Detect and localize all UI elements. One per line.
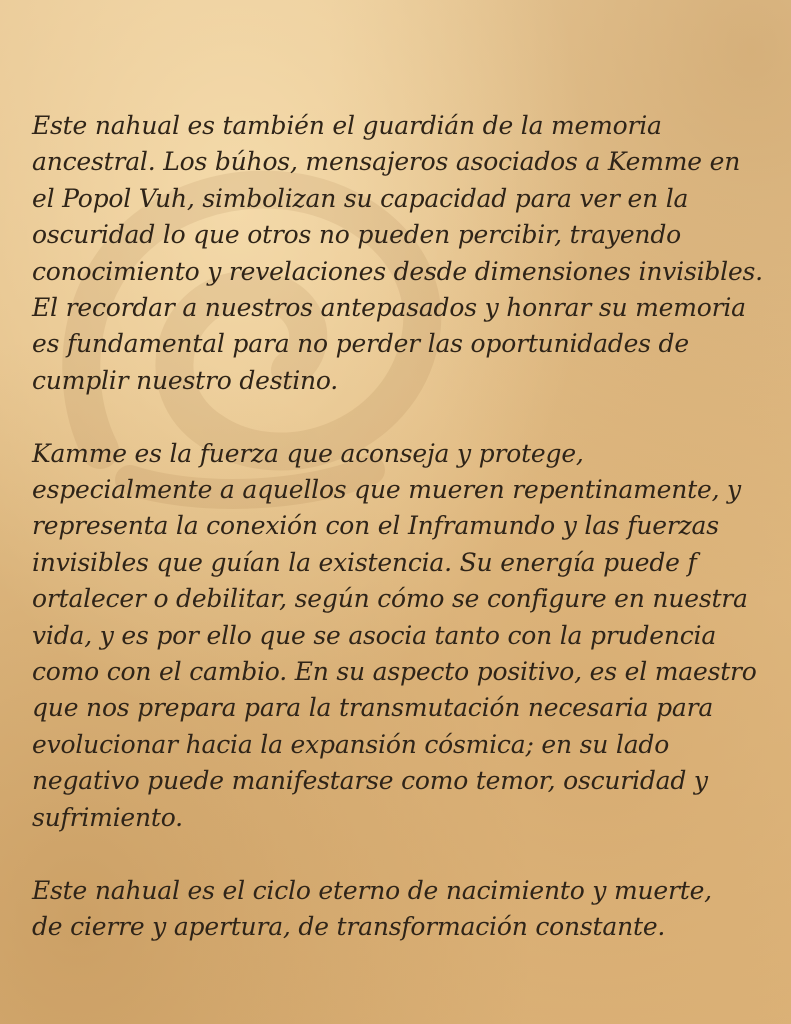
- text-line: evolucionar hacia la expansión cósmica; en su lado: [32, 729, 670, 759]
- text-line: que nos prepara para la transmutación necesaria para: [32, 693, 714, 723]
- text-line: El recordar a nuestros antepasados y honrar su memoria: [32, 293, 746, 323]
- text-line: oscuridad lo que otros no pueden percibir, trayendo: [32, 220, 681, 250]
- paragraph-ciclo-eterno: [32, 873, 782, 946]
- text-line: Kamme es la fuerza que aconseja y protege,: [32, 438, 584, 468]
- text-line: invisibles que guían la existencia. Su energía puede f: [32, 547, 697, 577]
- text-line: cumplir nuestro destino.: [32, 365, 339, 395]
- paragraph-memoria-ancestral: [32, 108, 782, 399]
- body-text: [32, 108, 782, 982]
- paragraph-kamme-fuerza: [32, 436, 782, 836]
- text-line: Este nahual es el ciclo eterno de nacimiento y muerte,: [32, 875, 712, 905]
- text-line: vida, y es por ello que se asocia tanto con la prudencia: [32, 620, 717, 650]
- text-line: conocimiento y revelaciones desde dimensiones invisibles.: [32, 256, 763, 286]
- text-line: Este nahual es también el guardián de la memoria: [32, 111, 662, 140]
- text-line: ancestral. Los búhos, mensajeros asociados a Kemme en: [32, 147, 741, 177]
- text-line: sufrimiento.: [32, 802, 183, 832]
- text-line: es fundamental para no perder las oportunidades de: [32, 329, 689, 359]
- text-line: como con el cambio. En su aspecto positivo, es el maestro: [32, 657, 757, 687]
- text-line: representa la conexión con el Inframundo y las fuerzas: [32, 511, 719, 541]
- text-line: negativo puede manifestarse como temor, oscuridad y: [32, 766, 708, 796]
- text-line: especialmente a aquellos que mueren repentinamente, y: [32, 475, 741, 505]
- text-line: el Popol Vuh, simbolizan su capacidad para ver en la: [32, 183, 689, 213]
- text-line: de cierre y apertura, de transformación constante.: [32, 911, 666, 941]
- text-line: ortalecer o debilitar, según cómo se configure en nuestra: [32, 584, 748, 614]
